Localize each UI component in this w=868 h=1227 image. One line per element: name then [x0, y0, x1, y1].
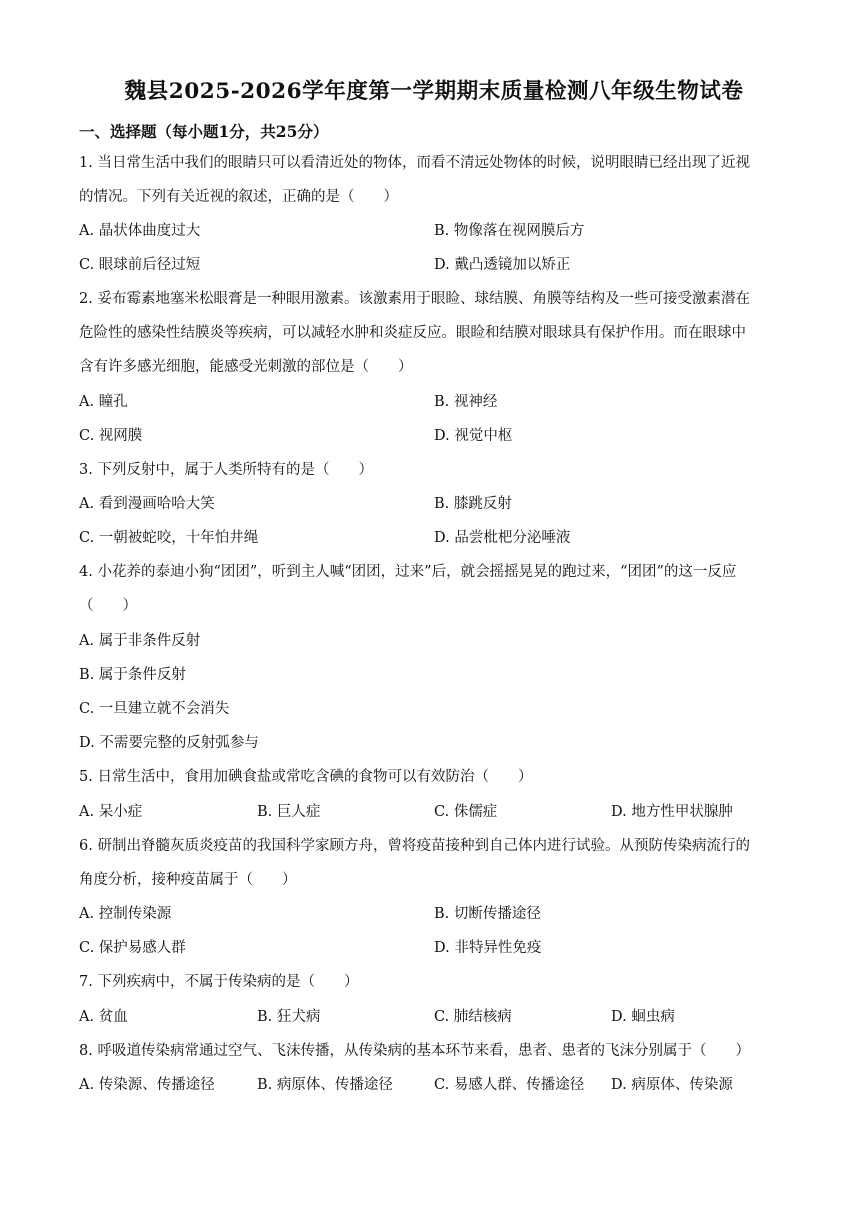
- question-1-option-a: A. 晶状体曲度过大: [79, 223, 201, 239]
- question-8-option-d: D. 病原体、传染源: [611, 1077, 733, 1093]
- question-7-option-d: D. 蛔虫病: [611, 1009, 675, 1025]
- question-7-line-1: 7. 下列疾病中，不属于传染病的是（ ）: [79, 974, 359, 990]
- question-8-option-c: C. 易感人群、传播途径: [434, 1077, 585, 1093]
- question-1-line-1: 1. 当日常生活中我们的眼睛只可以看清近处的物体，而看不清远处物体的时候，说明眼睛已经出现了近视: [79, 155, 750, 171]
- question-6-line-2: 角度分析，接种疫苗属于（ ）: [79, 872, 297, 888]
- question-3-option-d: D. 品尝枇杷分泌唾液: [434, 530, 571, 546]
- question-6-line-1: 6. 研制出脊髓灰质炎疫苗的我国科学家顾方舟，曾将疫苗接种到自己体内进行试验。从预防传染病流行的: [79, 838, 750, 854]
- question-4-line-2: （ ）: [79, 598, 137, 614]
- question-5-option-b: B. 巨人症: [257, 804, 321, 820]
- question-4-option-b: B. 属于条件反射: [79, 667, 186, 683]
- question-8-option-a: A. 传染源、传播途径: [79, 1077, 215, 1093]
- question-3-option-b: B. 膝跳反射: [434, 496, 512, 512]
- question-6-option-d: D. 非特异性免疫: [434, 940, 542, 956]
- question-3-line-1: 3. 下列反射中，属于人类所特有的是（ ）: [79, 462, 373, 478]
- question-2-option-b: B. 视神经: [434, 394, 498, 410]
- question-7-option-a: A. 贫血: [79, 1009, 128, 1025]
- exam-title: 魏县2025-2026学年度第一学期期末质量检测八年级生物试卷: [124, 79, 744, 104]
- question-1-option-c: C. 眼球前后径过短: [79, 257, 201, 273]
- question-2-line-3: 含有许多感光细胞，能感受光刺激的部位是（ ）: [79, 359, 413, 375]
- question-1-option-d: D. 戴凸透镜加以矫正: [434, 257, 571, 273]
- question-7-option-b: B. 狂犬病: [257, 1009, 321, 1025]
- question-7-option-c: C. 肺结核病: [434, 1009, 512, 1025]
- question-2-option-d: D. 视觉中枢: [434, 428, 513, 444]
- question-5-option-d: D. 地方性甲状腺肿: [611, 804, 733, 820]
- question-2-option-c: C. 视网膜: [79, 428, 143, 444]
- question-1-line-2: 的情况。下列有关近视的叙述，正确的是（ ）: [79, 189, 398, 205]
- question-2-line-1: 2. 妥布霉素地塞米松眼膏是一种眼用激素。该激素用于眼睑、球结膜、角膜等结构及一些可接受激素潜在: [79, 291, 750, 307]
- question-5-line-1: 5. 日常生活中，食用加碘食盐或常吃含碘的食物可以有效防治（ ）: [79, 769, 533, 785]
- question-6-option-a: A. 控制传染源: [79, 906, 172, 922]
- question-2-line-2: 危险性的感染性结膜炎等疾病，可以减轻水肿和炎症反应。眼睑和结膜对眼球具有保护作用。而在眼球中: [79, 325, 746, 341]
- question-2-option-a: A. 瞳孔: [79, 394, 128, 410]
- question-8-option-b: B. 病原体、传播途径: [257, 1077, 393, 1093]
- question-4-line-1: 4. 小花养的泰迪小狗“团团”，听到主人喊“团团，过来”后，就会摇摇晃晃的跑过来，“团团”的这一反应: [79, 564, 737, 580]
- question-3-option-a: A. 看到漫画哈哈大笑: [79, 496, 215, 512]
- question-8-line-1: 8. 呼吸道传染病常通过空气、飞沫传播，从传染病的基本环节来看，患者、患者的飞沫分别属于（ ）: [79, 1043, 750, 1059]
- section-heading: 一、选择题（每小题1分，共25分）: [79, 122, 329, 141]
- question-4-option-a: A. 属于非条件反射: [79, 633, 201, 649]
- question-6-option-b: B. 切断传播途径: [434, 906, 541, 922]
- question-5-option-c: C. 侏儒症: [434, 804, 498, 820]
- question-4-option-d: D. 不需要完整的反射弧参与: [79, 735, 259, 751]
- question-6-option-c: C. 保护易感人群: [79, 940, 186, 956]
- question-5-option-a: A. 呆小症: [79, 804, 143, 820]
- question-4-option-c: C. 一旦建立就不会消失: [79, 701, 230, 717]
- question-1-option-b: B. 物像落在视网膜后方: [434, 223, 585, 239]
- question-3-option-c: C. 一朝被蛇咬，十年怕井绳: [79, 530, 259, 546]
